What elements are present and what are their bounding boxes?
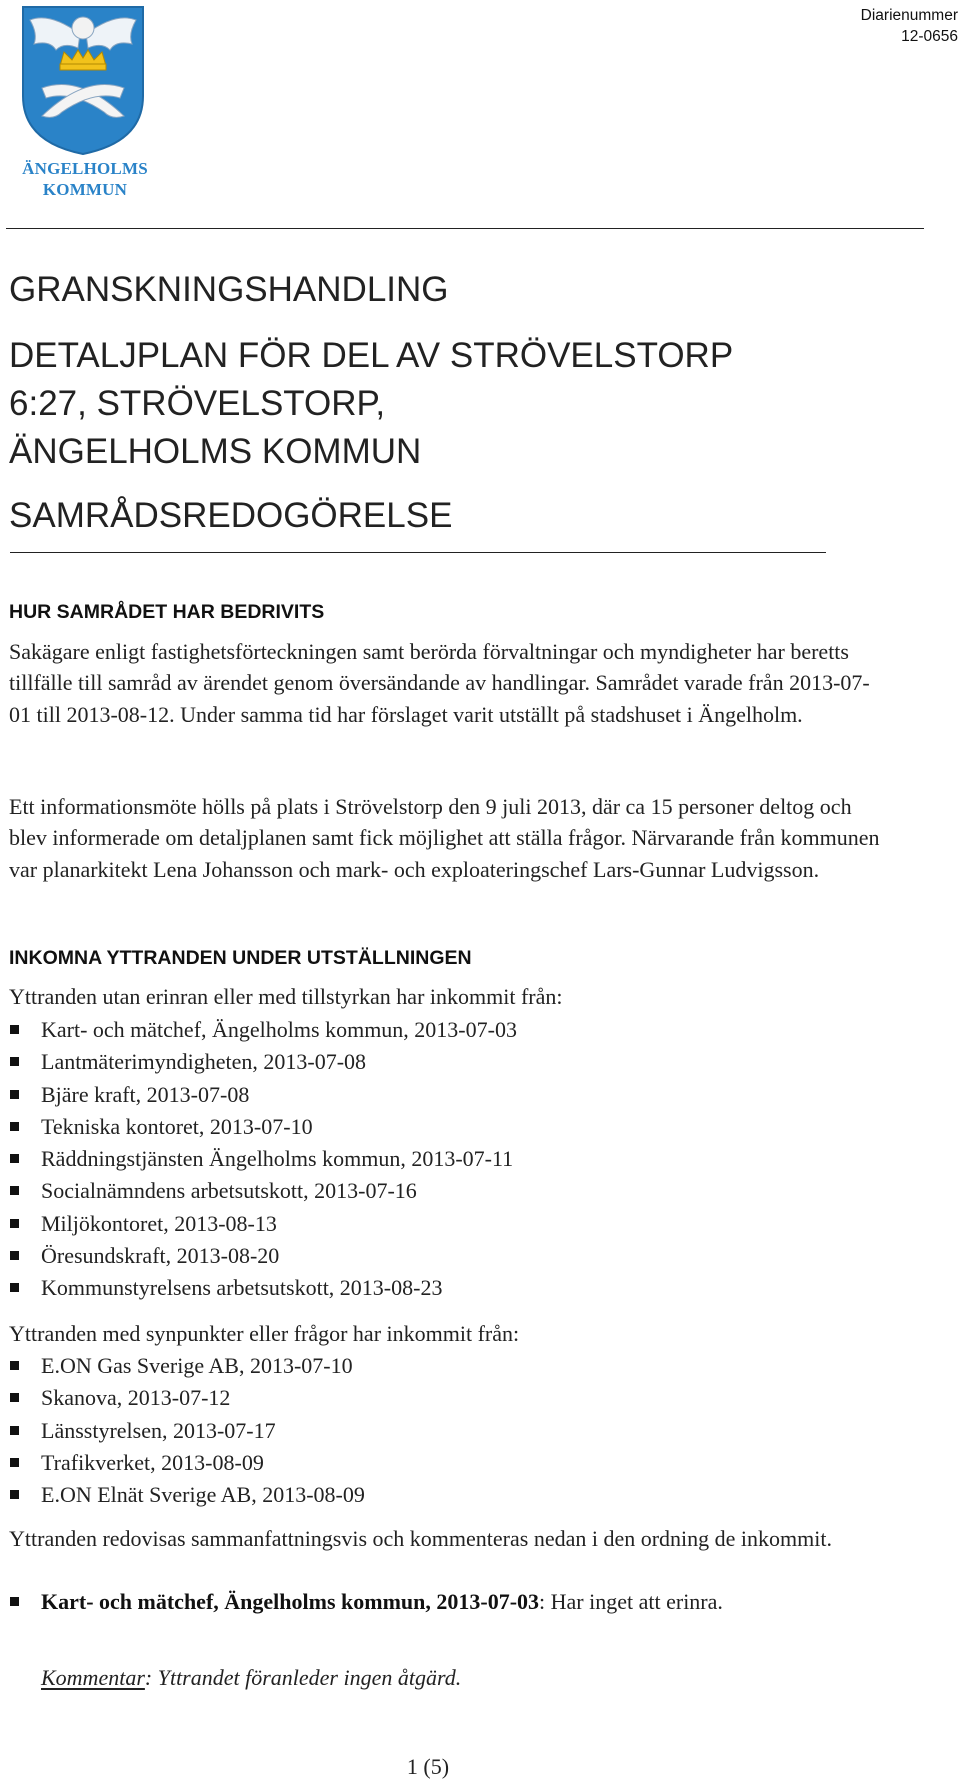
list-item: Trafikverket, 2013-08-09 <box>9 1447 365 1479</box>
no-objection-list <box>9 1014 517 1305</box>
section-heading-consultation: HUR SAMRÅDET HAR BEDRIVITS <box>9 601 325 623</box>
list-item: Kart- och mätchef, Ängelholms kommun, 2013-07-03 <box>9 1014 517 1046</box>
bullet-icon <box>10 1361 19 1370</box>
bullet-icon <box>10 1283 19 1292</box>
bullet-icon <box>10 1490 19 1499</box>
bullet-icon <box>10 1597 19 1606</box>
logo-line-2: KOMMUN <box>42 180 128 199</box>
bullet-icon <box>10 1025 19 1034</box>
list-item: Tekniska kontoret, 2013-07-10 <box>9 1111 517 1143</box>
paragraph-consultation: Sakägare enligt fastighetsförteckningen samt berörda förvaltningar och myndigheter har beretts tillfälle till samråd av ärendet genom översändande av handlingar. Samrådet varade från 2013-07-01 till 2013-08-12. Under samma tid har förslaget varit utställt på stadshuset i Ängelholm. <box>9 639 870 727</box>
with-comments-list <box>9 1350 365 1511</box>
list-item: Socialnämndens arbetsutskott, 2013-07-16 <box>9 1175 517 1207</box>
logo-wordmark <box>16 158 154 200</box>
statement-text: : Har inget att erinra. <box>539 1589 723 1614</box>
bullet-icon <box>10 1186 19 1195</box>
bullet-icon <box>10 1090 19 1099</box>
doc-type-title: GRANSKNINGSHANDLING <box>9 270 449 309</box>
summary-note: Yttranden redovisas sammanfattningsvis och kommenteras nedan i den ordning de inkommit. <box>9 1526 832 1551</box>
statement-sender: Kart- och mätchef, Ängelholms kommun, 2013-07-03 <box>41 1589 540 1614</box>
paragraph-info-meeting: Ett informationsmöte hölls på plats i Strövelstorp den 9 juli 2013, där ca 15 personer deltog och blev informerade om detaljplanen samt fick möjlighet att ställa frågor. Närvarande från kommunen var planarkitekt Lena Johansson och mark- och exploateringschef Lars-Gunnar Ludvigsson. <box>9 794 880 882</box>
header-divider <box>6 228 924 229</box>
bullet-icon <box>10 1251 19 1260</box>
list-item: Öresundskraft, 2013-08-20 <box>9 1240 517 1272</box>
list-item: E.ON Elnät Sverige AB, 2013-08-09 <box>9 1479 365 1511</box>
bullet-icon <box>10 1122 19 1131</box>
list-item: Bjäre kraft, 2013-07-08 <box>9 1079 517 1111</box>
intro-no-objection: Yttranden utan erinran eller med tillstyrkan har inkommit från: <box>9 984 563 1009</box>
statement-item <box>9 1586 879 1618</box>
section-heading-statements: INKOMNA YTTRANDEN UNDER UTSTÄLLNINGEN <box>9 947 472 969</box>
municipality-logo <box>16 4 156 204</box>
list-item: Räddningstjänsten Ängelholms kommun, 2013-07-11 <box>9 1143 517 1175</box>
list-item: Länsstyrelsen, 2013-07-17 <box>9 1415 365 1447</box>
list-item: Kommunstyrelsens arbetsutskott, 2013-08-23 <box>9 1272 517 1304</box>
bullet-icon <box>10 1393 19 1402</box>
intro-with-comments: Yttranden med synpunkter eller frågor har inkommit från: <box>9 1321 520 1346</box>
plan-title-line-1: DETALJPLAN FÖR DEL AV STRÖVELSTORP <box>9 336 734 375</box>
bullet-icon <box>10 1426 19 1435</box>
bullet-icon <box>10 1057 19 1066</box>
bullet-icon <box>10 1154 19 1163</box>
list-item: E.ON Gas Sverige AB, 2013-07-10 <box>9 1350 365 1382</box>
comment-label: Kommentar <box>41 1665 145 1690</box>
list-item: Miljökontoret, 2013-08-13 <box>9 1208 517 1240</box>
bullet-icon <box>10 1458 19 1467</box>
page-number: 1 (5) <box>406 1754 450 1779</box>
plan-title-line-2: 6:27, STRÖVELSTORP, <box>9 384 386 423</box>
statement-comment <box>41 1663 461 1693</box>
reference-number: 12-0656 <box>901 28 958 45</box>
reference-label: Diarienummer <box>860 7 958 24</box>
logo-line-1: ÄNGELHOLMS <box>22 159 148 178</box>
list-item: Skanova, 2013-07-12 <box>9 1382 365 1414</box>
coat-of-arms-icon <box>20 4 146 156</box>
comment-text: : Yttrandet föranleder ingen åtgärd. <box>144 1665 462 1690</box>
report-title: SAMRÅDSREDOGÖRELSE <box>9 496 453 535</box>
bullet-icon <box>10 1219 19 1228</box>
list-item: Lantmäterimyndigheten, 2013-07-08 <box>9 1046 517 1078</box>
plan-title-line-3: ÄNGELHOLMS KOMMUN <box>9 432 422 471</box>
title-divider <box>10 552 826 553</box>
